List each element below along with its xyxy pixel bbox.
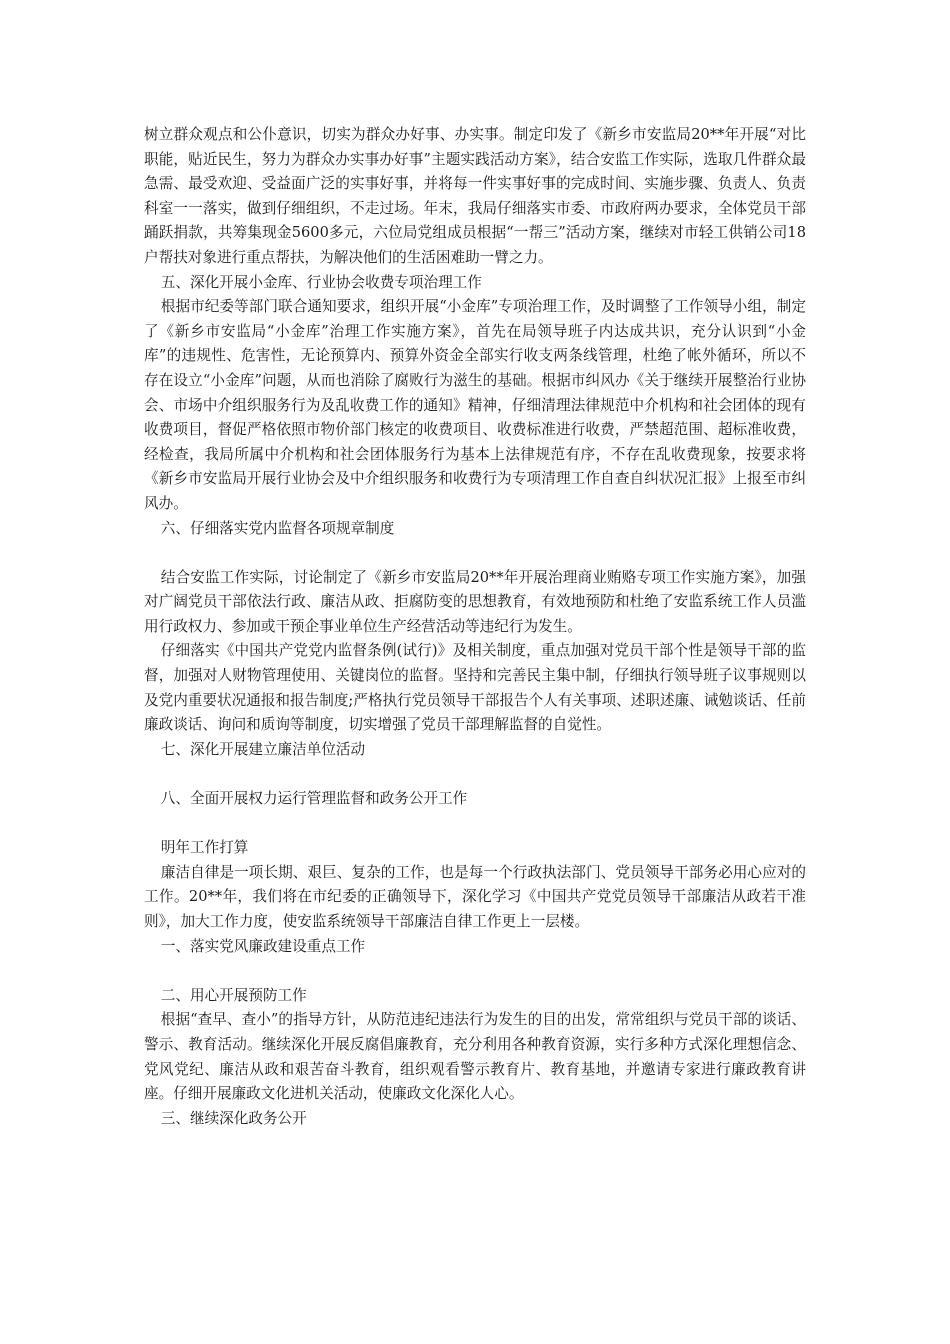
plan-heading-2: 二、用心开展预防工作 [160,986,307,1004]
paragraph-public-service: 树立群众观点和公仆意识，切实为群众办好事、办实事。制定印发了《新乡市安监局20**年开展“对比职能，贴近民生，努力为群众办实事办好事”主题实践活动方案》，结合安监工作实际，选取几件群众最急需、最受欢迎、受益面广泛的实事好事，并将每一件实事好事的完成时间、实施步骤、负责人、负责科室一一落实，做到仔细组织，不走过场。年末，我局仔细落实市委、市政府两办要求，全体党员干部踊跃捐款，共筹集现金5600多元，六位局党组成员根据“一帮三”活动方案，继续对市轻工供销公司18户帮扶对象进行重点帮扶，为解决他们的生活困难助一臂之力。 [144,126,806,266]
plan-heading-1: 一、落实党风廉政建设重点工作 [160,937,366,955]
paragraph-small-treasury: 根据市纪委等部门联合通知要求，组织开展“小金库”专项治理工作，及时调整了工作领导小组，制定了《新乡市安监局“小金库”治理工作实施方案》，首先在局领导班子内达成共识，充分认识到“小金库”的违规性、危害性，无论预算内、预算外资金全部实行收支两条线管理，杜绝了帐外循环，所以不存在设立“小金库”问题，从而也消除了腐败行为滋生的基础。根据市纠风办《关于继续开展整治行业协会、市场中介组织服务行为及乱收费工作的通知》精神，仔细清理法律规范中介机构和社会团体的现有收费项目，督促严格依照市物价部门核定的收费项目、收费标准进行收费，严禁超范围、超标准收费，经检查，我局所属中介机构和社会团体服务行为基本上法律规范有序，不存在乱收费现象，按要求将《新乡市安监局开展行业协会及中介组织服务和收费行为专项清理工作自查自纠状况汇报》上报至市纠风办。 [144,298,806,512]
section-heading-5: 五、深化开展小金库、行业协会收费专项治理工作 [160,273,482,291]
section-heading-7: 七、深化开展建立廉洁单位活动 [160,740,366,758]
paragraph-party-supervision: 仔细落实《中国共产党党内监督条例(试行)》及相关制度，重点加强对党员干部个性是领导干部的监督，加强对人财物管理使用、关键岗位的监督。坚持和完善民主集中制，仔细执行领导班子议事规则以及党内重要状况通报和报告制度;严格执行党员领导干部报告个人有关事项、述职述廉、诫勉谈话、任前廉政谈话、询问和质询等制度，切实增强了党员干部理解监督的自觉性。 [144,642,806,734]
paragraph-anti-bribery: 结合安监工作实际，讨论制定了《新乡市安监局20**年开展治理商业贿赂专项工作实施方案》，加强对广阔党员干部依法行政、廉洁从政、拒腐防变的思想教育，有效地预防和杜绝了安监系统工作人员滥用行政权力、参加或干预企事业单位生产经营活动等违纪行为发生。 [144,568,806,635]
paragraph-self-discipline: 廉洁自律是一项长期、艰巨、复杂的工作，也是每一个行政执法部门、党员领导干部务必用心应对的工作。20**年，我们将在市纪委的正确领导下，深化学习《中国共产党党员领导干部廉洁从政若干准则》，加大工作力度，使安监系统领导干部廉洁自律工作更上一层楼。 [144,863,806,930]
section-heading-6: 六、仔细落实党内监督各项规章制度 [160,519,395,537]
blank-line [144,959,806,984]
blank-line [144,812,806,837]
blank-line [144,541,806,566]
paragraph-prevention: 根据“查早、查小”的指导方针，从防范违纪违法行为发生的目的出发，常常组织与党员干部的谈话、警示、教育活动。继续深化开展反腐倡廉教育，充分利用各种教育资源，实行多种方式深化理想信念、党风党纪、廉洁从政和艰苦奋斗教育，组织观看警示教育片、教育基地，并邀请专家进行廉政教育讲座。仔细开展廉政文化进机关活动，使廉政文化深化人心。 [144,1011,806,1103]
section-heading-8: 八、全面开展权力运行管理监督和政务公开工作 [160,790,468,808]
heading-next-year-plan: 明年工作打算 [160,839,249,857]
plan-heading-3: 三、继续深化政务公开 [160,1109,307,1127]
document-body [144,123,806,1131]
blank-line [144,762,806,787]
